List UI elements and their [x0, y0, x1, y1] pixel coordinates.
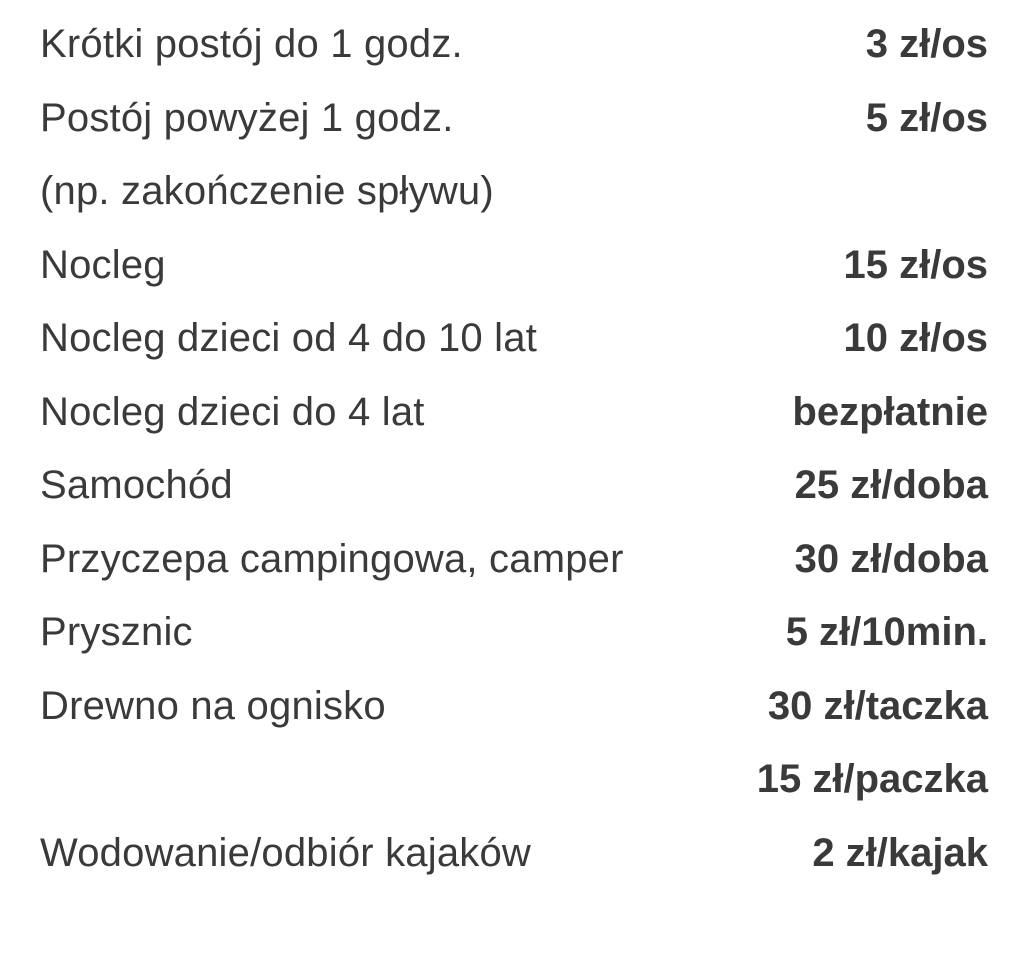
- price-row-value: 3 zł/os: [865, 22, 988, 67]
- price-row-label: Nocleg dzieci od 4 do 10 lat: [40, 316, 538, 361]
- price-row-label: Drewno na ognisko: [40, 683, 386, 728]
- price-row-value: bezpłatnie: [792, 389, 988, 434]
- price-row-value: 30 zł/taczka: [767, 683, 988, 728]
- price-row-label: Postój powyżej 1 godz.: [40, 95, 454, 140]
- price-row-label: Nocleg: [40, 242, 166, 287]
- price-row-label: (np. zakończenie spływu): [40, 169, 494, 214]
- price-row-label: Krótki postój do 1 godz.: [40, 22, 463, 67]
- price-row-value: 25 zł/doba: [794, 463, 988, 508]
- price-row: [40, 596, 988, 670]
- price-row: [40, 8, 988, 82]
- price-row: [40, 155, 988, 229]
- price-row-value: 2 zł/kajak: [812, 830, 988, 875]
- price-row: [40, 302, 988, 376]
- price-row-label: Prysznic: [40, 610, 193, 655]
- price-row-value: 15 zł/os: [843, 242, 988, 287]
- price-row-label: Samochód: [40, 463, 233, 508]
- price-row-label: Nocleg dzieci do 4 lat: [40, 389, 425, 434]
- price-row-value: 10 zł/os: [843, 316, 988, 361]
- price-list: [40, 8, 988, 890]
- price-row-value: 5 zł/os: [865, 95, 988, 140]
- price-row-value: 15 zł/paczka: [756, 757, 988, 802]
- price-row: [40, 743, 988, 817]
- price-row: [40, 82, 988, 156]
- price-row-label: Przyczepa campingowa, camper: [40, 536, 624, 581]
- price-row-value: 30 zł/doba: [794, 536, 988, 581]
- price-row: [40, 229, 988, 303]
- price-row-label: Wodowanie/odbiór kajaków: [40, 830, 532, 875]
- price-row: [40, 523, 988, 597]
- price-row-value: 5 zł/10min.: [785, 610, 988, 655]
- price-row: [40, 449, 988, 523]
- price-row: [40, 670, 988, 744]
- price-row: [40, 817, 988, 891]
- price-row: [40, 376, 988, 450]
